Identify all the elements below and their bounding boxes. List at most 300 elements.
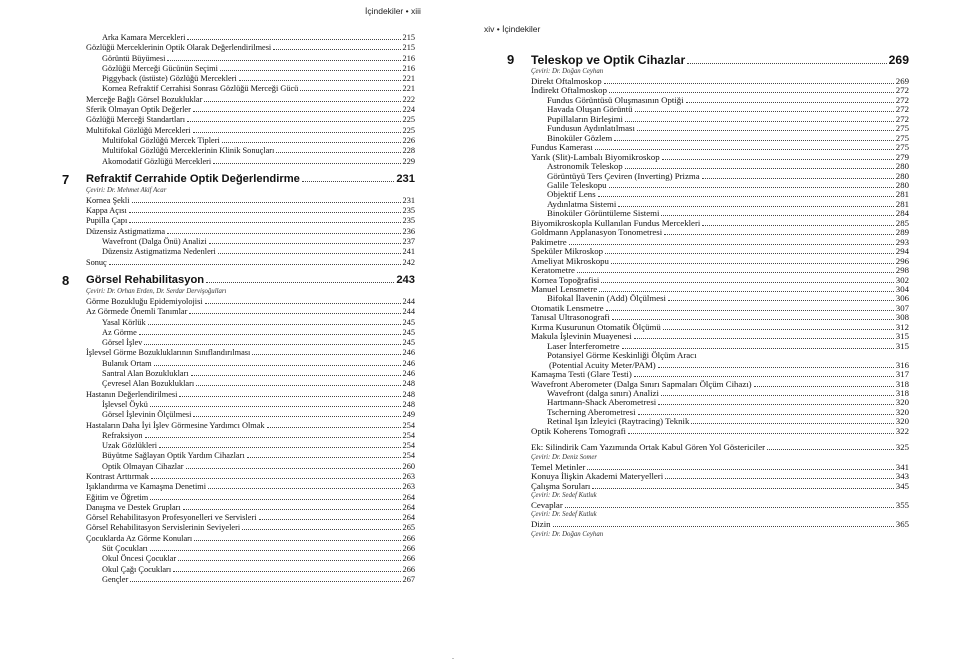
entry-title: Cevaplar: [531, 501, 563, 511]
dot-leader: [187, 121, 400, 122]
toc-subentry[interactable]: [531, 209, 909, 218]
page-number: 280: [895, 180, 909, 190]
entry-title: Büyütme Sağlayan Optik Yardım Cihazları: [102, 451, 245, 461]
page-number: 308: [895, 313, 909, 323]
toc-entry[interactable]: [531, 77, 909, 86]
chapter-title: Görsel Rehabilitasyon: [86, 273, 205, 286]
entry-title: Akomodatif Gözlüğü Mercekleri: [102, 156, 212, 166]
dot-leader: [129, 222, 400, 223]
dot-leader: [702, 178, 894, 179]
dot-leader: [252, 354, 400, 355]
page-number: 226: [402, 135, 415, 145]
entry-title: İndirekt Oftalmoskop: [531, 86, 607, 96]
page-number: 315: [895, 341, 909, 351]
toc-subentry[interactable]: [86, 400, 415, 410]
dot-leader: [276, 152, 400, 153]
dot-leader: [601, 282, 893, 283]
toc-column-right: [507, 52, 909, 540]
dot-leader: [150, 406, 401, 407]
toc-entry[interactable]: [86, 258, 415, 268]
entry-title: Görsel İşlev: [102, 338, 143, 348]
toc-subentry[interactable]: [86, 318, 415, 328]
entry-title: Gözlüğü Merceği Standartları: [86, 115, 186, 125]
dot-leader: [187, 39, 400, 40]
entry-title: Görsel Rehabilitasyon Servislerinin Seviyeleri: [86, 523, 241, 533]
toc-entry[interactable]: [86, 482, 415, 492]
toc-entry[interactable]: [531, 323, 909, 332]
toc-subentry[interactable]: [531, 105, 909, 114]
dot-leader: [612, 319, 894, 320]
entry-title: Gözlüğü Merceği Gücünün Seçimi: [102, 63, 218, 73]
dot-leader: [668, 300, 894, 301]
entry-title: Fundusun Aydınlatılması: [547, 124, 635, 134]
entry-title: Tanısal Ultrasonografi: [531, 313, 610, 323]
dot-leader: [196, 385, 400, 386]
toc-entry[interactable]: [86, 523, 415, 533]
chapter-number: 7: [62, 171, 70, 187]
dot-leader: [302, 181, 394, 182]
chapter-heading[interactable]: [62, 272, 415, 288]
dot-leader: [638, 414, 894, 415]
page-number: 224: [402, 105, 415, 115]
toc-entry[interactable]: [531, 153, 909, 162]
dot-leader: [191, 375, 401, 376]
entry-title: Optik Olmayan Cihazlar: [102, 461, 184, 471]
toc-entry[interactable]: [531, 247, 909, 256]
page-number: 304: [895, 284, 909, 294]
page-number: 320: [895, 417, 909, 427]
page-number: 237: [402, 237, 415, 247]
page-number: 266: [402, 544, 415, 554]
dot-leader: [194, 540, 400, 541]
entry-title: Galile Teleskopu: [547, 180, 607, 190]
toc-subentry[interactable]: [531, 200, 909, 209]
toc-entry[interactable]: [531, 520, 909, 529]
dot-leader: [300, 90, 400, 91]
page-number: 225: [402, 115, 415, 125]
toc-entry[interactable]: [531, 501, 909, 510]
chapter-heading[interactable]: [62, 171, 415, 187]
dot-leader: [186, 468, 401, 469]
toc-entry[interactable]: [531, 443, 909, 452]
entry-title: Astronomik Teleskop: [547, 162, 623, 172]
toc-entry[interactable]: [86, 307, 415, 317]
entry-title: Piggyback (üstüste) Gözlüğü Mercekleri: [102, 74, 237, 84]
toc-subentry[interactable]: [531, 134, 909, 143]
toc-subentry[interactable]: [531, 181, 909, 190]
page-number: 246: [402, 348, 415, 358]
dot-leader: [587, 469, 893, 470]
dot-leader: [205, 303, 401, 304]
page-number: 280: [895, 171, 909, 181]
page-footer-mark: -: [452, 656, 454, 662]
toc-subentry[interactable]: [86, 544, 415, 554]
page-number: 269: [888, 53, 909, 67]
page-number: 248: [402, 389, 415, 399]
page-number: 345: [895, 481, 909, 491]
entry-title: Uzak Gözlükleri: [102, 441, 158, 451]
dot-leader: [130, 581, 400, 582]
dot-leader: [167, 60, 400, 61]
entry-title: Okul Öncesi Çocuklar: [102, 554, 177, 564]
page-number: 244: [402, 296, 415, 306]
translator-credit: Çeviri: Dr. Mehmet Akif Acar: [86, 186, 167, 194]
toc-entry[interactable]: [86, 95, 415, 105]
entry-title: İşlevsel Öykü: [102, 399, 148, 409]
entry-title: Optik Koherens Tomografi: [531, 426, 626, 436]
page-number: 289: [895, 228, 909, 238]
entry-title: Bulanık Ortam: [102, 358, 152, 368]
entry-title: Fundus Görüntüsü Oluşmasının Optiği: [547, 95, 684, 105]
entry-title: İşlevsel Görme Bozukluklarının Sınıflandırılması: [86, 348, 251, 358]
entry-title: Temel Metinler: [531, 462, 586, 472]
toc-entry[interactable]: [531, 472, 909, 481]
toc-entry[interactable]: [86, 206, 415, 216]
toc-entry[interactable]: [531, 285, 909, 294]
page-number: 249: [402, 410, 415, 420]
toc-entry[interactable]: [86, 534, 415, 544]
toc-subentry[interactable]: [531, 389, 909, 398]
toc-subentry[interactable]: [86, 146, 415, 156]
toc-entry[interactable]: [531, 463, 909, 472]
page-number: 228: [402, 146, 415, 156]
dot-leader: [148, 324, 401, 325]
toc-entry[interactable]: [86, 196, 415, 206]
entry-title: Hastaların Daha İyi İşlev Görmesine Yardımcı Olmak: [86, 420, 265, 430]
page-number: 294: [895, 247, 909, 257]
entry-title: Görsel Rehabilitasyon Profesyonelleri ve Servisleri: [86, 513, 257, 523]
toc-subentry[interactable]: [86, 328, 415, 338]
dot-leader: [754, 386, 894, 387]
toc-subentry[interactable]: [86, 74, 415, 84]
dot-leader: [189, 313, 400, 314]
toc-entry[interactable]: [86, 493, 415, 503]
toc-subentry[interactable]: [86, 575, 415, 585]
page-number: 231: [396, 172, 415, 185]
page-number: 263: [402, 482, 415, 492]
page-number: 254: [402, 441, 415, 451]
chapter-title-row: [86, 274, 415, 287]
dot-leader: [139, 334, 401, 335]
toc-entry[interactable]: [86, 503, 415, 513]
toc-entry[interactable]: [86, 105, 415, 115]
dot-leader: [577, 272, 894, 273]
entry-title: Okul Çağı Çocukları: [102, 564, 172, 574]
dot-leader: [167, 233, 401, 234]
page-number: 272: [895, 95, 909, 105]
toc-subentry[interactable]: [86, 410, 415, 420]
page-number: 267: [402, 574, 415, 584]
page-number: 248: [402, 379, 415, 389]
toc-entry[interactable]: [531, 427, 909, 436]
dot-leader: [206, 282, 394, 283]
toc-entry[interactable]: [86, 513, 415, 523]
entry-title: Gözlüğü Merceklerinin Optik Olarak Değerlendirilmesi: [86, 43, 272, 53]
toc-entry[interactable]: [531, 238, 909, 247]
page-number: 312: [895, 322, 909, 332]
dot-leader: [662, 159, 894, 160]
entry-title: Refraksiyon: [102, 430, 143, 440]
entry-title: Görme Bozukluğu Epidemiyolojisi: [86, 296, 203, 306]
toc-entry[interactable]: [531, 219, 909, 228]
toc-entry[interactable]: [86, 472, 415, 482]
dot-leader: [606, 310, 894, 311]
entry-title: Fundus Kamerası: [531, 143, 593, 153]
dot-leader: [565, 507, 894, 508]
entry-title: Az Görmede Önemli Tanımlar: [86, 307, 188, 317]
page-number: 266: [402, 554, 415, 564]
toc-subentry[interactable]: [531, 361, 909, 370]
toc-subentry[interactable]: [86, 136, 415, 146]
dot-leader: [150, 550, 401, 551]
page-number: 365: [895, 520, 909, 530]
entry-title: Pupillaların Birleşimi: [547, 114, 623, 124]
toc-entry[interactable]: [86, 297, 415, 307]
toc-subentry[interactable]: [531, 294, 909, 303]
toc-subentry[interactable]: [86, 554, 415, 564]
toc-subentry[interactable]: [531, 124, 909, 133]
dot-leader: [259, 519, 401, 520]
toc-entry[interactable]: [531, 276, 909, 285]
toc-entry[interactable]: [531, 313, 909, 322]
toc-entry[interactable]: [86, 348, 415, 358]
toc-subentry[interactable]: [86, 451, 415, 461]
toc-entry[interactable]: [531, 370, 909, 379]
entry-title: Arka Kamara Mercekleri: [102, 33, 186, 42]
page-number: 254: [402, 420, 415, 430]
entry-title: Yarık (Slit)-Lambalı Biyomikroskop: [531, 152, 660, 162]
toc-subentry[interactable]: [86, 237, 415, 247]
toc-subentry[interactable]: [531, 408, 909, 417]
chapter-number: 9: [507, 52, 515, 67]
page-number: 243: [396, 273, 415, 286]
chapter-title: Teleskop ve Optik Cihazlar: [531, 53, 686, 67]
entry-title: Santral Alan Bozuklukları: [102, 369, 189, 379]
entry-title: Süt Çocukları: [102, 544, 148, 554]
toc-subentry[interactable]: [531, 96, 909, 105]
toc-subentry[interactable]: [86, 64, 415, 74]
entry-title: Otomatik Lensmetre: [531, 303, 604, 313]
page-number: 241: [402, 247, 415, 257]
dot-leader: [599, 291, 894, 292]
entry-title: Kornea Topoğrafisi: [531, 275, 600, 285]
toc-subentry[interactable]: [86, 431, 415, 441]
running-header-left: İçindekiler • xiii: [365, 6, 421, 16]
toc-entry[interactable]: [86, 115, 415, 125]
page-number: 216: [402, 53, 415, 63]
dot-leader: [109, 264, 401, 265]
entry-title: Direkt Oftalmoskop: [531, 77, 602, 86]
toc-entry[interactable]: [531, 228, 909, 237]
dot-leader: [663, 329, 894, 330]
toc-entry[interactable]: [531, 332, 909, 341]
entry-title: Danışma ve Destek Grupları: [86, 502, 181, 512]
dot-leader: [193, 416, 400, 417]
entry-title: Ek: Silindirik Cam Yazımında Ortak Kabul Gören Yol Göstericiler: [531, 443, 766, 453]
page-number: 281: [895, 190, 909, 200]
page-number: 263: [402, 471, 415, 481]
dot-leader: [665, 478, 894, 479]
entry-title: Kırma Kusurunun Otomatik Ölçümü: [531, 322, 661, 332]
toc-subentry[interactable]: [86, 84, 415, 94]
dot-leader: [637, 130, 894, 131]
toc-subentry[interactable]: [531, 417, 909, 426]
section-spacer: [531, 436, 909, 443]
dot-leader: [144, 344, 400, 345]
chapter-heading[interactable]: [507, 52, 909, 67]
toc-entry[interactable]: [86, 390, 415, 400]
dot-leader: [625, 121, 894, 122]
entry-title: Çocuklarda Az Görme Konuları: [86, 533, 193, 543]
toc-entry[interactable]: [531, 266, 909, 275]
dot-leader: [173, 571, 400, 572]
dot-leader: [193, 132, 401, 133]
entry-title: Görüntüyü Ters Çeviren (Inverting) Prizma: [547, 171, 700, 181]
page-number: 229: [402, 156, 415, 166]
entry-title: Binoküler Görüntüleme Sistemi: [547, 209, 660, 219]
dot-leader: [242, 529, 400, 530]
dot-leader: [767, 449, 894, 450]
dot-leader: [691, 423, 893, 424]
dot-leader: [204, 101, 400, 102]
entry-title: Görüntü Büyümesi: [102, 53, 166, 63]
toc-subentry[interactable]: [86, 565, 415, 575]
toc-entry[interactable]: [531, 380, 909, 389]
dot-leader: [598, 196, 894, 197]
page-number: 275: [895, 143, 909, 153]
toc-subentry[interactable]: [531, 162, 909, 171]
page-number: 215: [402, 33, 415, 42]
dot-leader: [605, 253, 894, 254]
entry-title: Dizin: [531, 520, 551, 530]
translator-credit: Çeviri: Dr. Sedef Kutluk: [531, 511, 597, 519]
dot-leader: [687, 63, 886, 64]
toc-entry[interactable]: [531, 257, 909, 266]
toc-entry[interactable]: [531, 304, 909, 313]
dot-leader: [179, 396, 400, 397]
dot-leader: [702, 225, 893, 226]
dot-leader: [183, 509, 401, 510]
dot-leader: [178, 560, 400, 561]
dot-leader: [159, 447, 400, 448]
toc-subentry[interactable]: [531, 190, 909, 199]
dot-leader: [661, 215, 893, 216]
page-number: 225: [402, 125, 415, 135]
page-number: 235: [402, 216, 415, 226]
page-number: 266: [402, 533, 415, 543]
toc-subentry[interactable]: [86, 338, 415, 348]
page-number: 296: [895, 256, 909, 266]
translator-credit: Çeviri: Dr. Doğan Ceyhan: [531, 68, 604, 75]
dot-leader: [247, 457, 401, 458]
page-number: 246: [402, 358, 415, 368]
toc-subentry[interactable]: [86, 33, 415, 43]
dot-leader: [222, 142, 401, 143]
entry-title: Az Görme: [102, 327, 137, 337]
toc-entry[interactable]: [531, 482, 909, 491]
toc-subentry[interactable]: [531, 172, 909, 181]
entry-title: Yasal Körlük: [102, 317, 146, 327]
toc-subentry[interactable]: [86, 462, 415, 472]
page-number: 242: [402, 257, 415, 267]
dot-leader: [664, 234, 894, 235]
dot-leader: [618, 206, 893, 207]
dot-leader: [634, 338, 894, 339]
toc-subentry[interactable]: [86, 359, 415, 369]
toc-entry[interactable]: [86, 421, 415, 431]
page-number: 320: [895, 398, 909, 408]
page-number: 318: [895, 388, 909, 398]
page-number: 260: [402, 461, 415, 471]
toc-entry[interactable]: [531, 143, 909, 152]
toc-subentry[interactable]: [86, 441, 415, 451]
toc-subentry[interactable]: [531, 342, 909, 351]
translator-credit: Çeviri: Dr. Deniz Somer: [531, 453, 598, 461]
page-number: 317: [895, 370, 909, 380]
entry-title: Pakimetre: [531, 237, 567, 247]
page-number: 341: [895, 462, 909, 472]
toc-subentry[interactable]: [86, 54, 415, 64]
dot-leader: [609, 187, 894, 188]
chapter-title-row: [86, 173, 415, 186]
entry-title: Pupilla Çapı: [86, 216, 128, 226]
dot-leader: [622, 348, 894, 349]
dot-leader: [569, 244, 894, 245]
page-number: 318: [895, 379, 909, 389]
translator-credit: Çeviri: Dr. Sedef Kutluk: [531, 492, 597, 500]
entry-title: Objektif Lens: [547, 190, 596, 200]
toc-subentry[interactable]: [531, 398, 909, 407]
page-number: 264: [402, 492, 415, 502]
entry-title: Makula İşlevinin Muayenesi: [531, 332, 632, 342]
toc-subentry[interactable]: [531, 351, 909, 360]
entry-title: Wavefront Aberometer (Dalga Sınırı Sapmaları Ölçüm Cihazı): [531, 379, 752, 389]
dot-leader: [145, 437, 401, 438]
chapter-title-row: [531, 53, 909, 67]
dot-leader: [595, 149, 894, 150]
page-number: 293: [895, 237, 909, 247]
toc-subentry[interactable]: [86, 157, 415, 167]
toc-subentry[interactable]: [86, 369, 415, 379]
dot-leader: [151, 478, 401, 479]
entry-title: Hartmann-Shack Aberometresi: [547, 398, 657, 408]
entry-title: Speküler Mikroskop: [531, 247, 604, 257]
dot-leader: [150, 499, 400, 500]
page-number: 215: [402, 43, 415, 53]
page-number: 306: [895, 294, 909, 304]
dot-leader: [658, 404, 894, 405]
toc-subentry[interactable]: [86, 247, 415, 257]
page-number: 244: [402, 307, 415, 317]
entry-title: Sferik Olmayan Optik Değerler: [86, 105, 191, 115]
dot-leader: [129, 212, 401, 213]
page-number: 236: [402, 226, 415, 236]
toc-entry[interactable]: [86, 227, 415, 237]
toc-entry[interactable]: [86, 43, 415, 53]
page-number: 275: [895, 124, 909, 134]
toc-entry[interactable]: [86, 126, 415, 136]
page-number: 245: [402, 338, 415, 348]
dot-leader: [154, 365, 401, 366]
toc-subentry[interactable]: [531, 115, 909, 124]
toc-entry[interactable]: [86, 216, 415, 226]
toc-subentry[interactable]: [86, 379, 415, 389]
dot-leader: [132, 202, 401, 203]
entry-title: Konuya İlişkin Akademi Materyelleri: [531, 472, 664, 482]
page-number: 275: [895, 133, 909, 143]
toc-entry[interactable]: [531, 86, 909, 95]
page-number: 248: [402, 399, 415, 409]
